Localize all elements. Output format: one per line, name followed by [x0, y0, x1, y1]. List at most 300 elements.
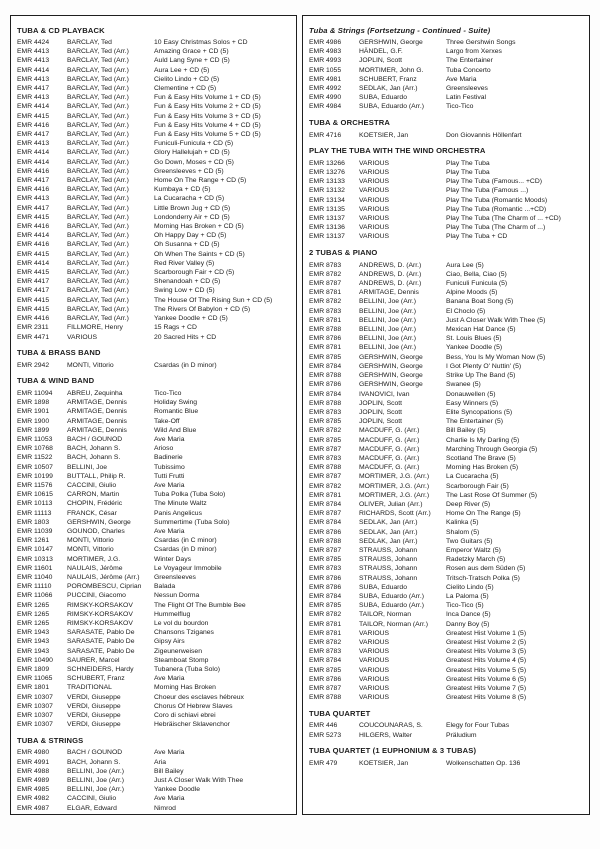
emr-number: EMR 11522	[17, 454, 53, 462]
catalog-row	[17, 305, 292, 314]
title: Greatest Hist Volume 1 (5)	[446, 629, 527, 637]
catalog-row	[309, 297, 585, 306]
composer: ABREU, Zequinha	[67, 389, 123, 397]
composer: RIMSKY-KORSAKOV	[67, 610, 133, 618]
emr-number: EMR 1803	[17, 518, 50, 526]
emr-number: EMR 4985	[17, 786, 50, 794]
title: Ave Maria	[154, 675, 185, 683]
title: Greatest Hits Volume 7 (5)	[446, 685, 527, 692]
composer: JOPLIN, Scott	[359, 418, 403, 426]
title: Ave Maria	[154, 435, 185, 443]
composer: VERDI, Giuseppe	[67, 702, 121, 710]
title: Ave Maria	[154, 749, 185, 757]
emr-number: EMR 446	[309, 722, 338, 730]
catalog-row	[309, 675, 585, 684]
title: 15 Rags + CD	[154, 324, 197, 332]
catalog-row	[309, 177, 585, 186]
title: Scotland The Brave (5)	[446, 454, 516, 462]
catalog-row	[309, 261, 585, 270]
title: Fun & Easy Hits Volume 5 + CD (5)	[154, 131, 261, 139]
composer: ANDREWS, D. (Arr.)	[359, 261, 422, 269]
emr-number: EMR 4413	[17, 75, 50, 83]
composer: BARCLAY, Ted (Arr.)	[67, 149, 129, 157]
composer: MORTIMER, J.G.	[67, 555, 121, 563]
composer: BARCLAY, Ted (Arr.)	[67, 186, 129, 194]
emr-number: EMR 4987	[17, 804, 50, 812]
catalog-row	[309, 693, 585, 702]
emr-number: EMR 1265	[17, 619, 50, 627]
emr-number: EMR 8783	[309, 454, 342, 462]
catalog-row	[17, 804, 292, 813]
title: Shenandoah + CD (5)	[154, 278, 221, 286]
catalog-row	[17, 213, 292, 222]
composer: MONTI, Vittorio	[67, 537, 114, 545]
title: Shalom (5)	[446, 528, 480, 536]
catalog-row	[309, 279, 585, 288]
composer: GERSHWIN, George	[67, 518, 131, 526]
emr-number: EMR 4415	[17, 112, 50, 120]
emr-number: EMR 8785	[309, 436, 342, 444]
emr-number: EMR 10615	[17, 491, 53, 499]
catalog-row	[17, 56, 292, 65]
catalog-row	[17, 711, 292, 720]
catalog-row	[309, 131, 585, 140]
emr-number: EMR 479	[309, 759, 338, 767]
composer: BACH / GOUNOD	[67, 435, 123, 443]
catalog-row	[309, 270, 585, 279]
catalog-row	[17, 130, 292, 139]
composer: VARIOUS	[359, 629, 390, 637]
emr-number: EMR 4417	[17, 278, 50, 286]
title: La Paloma (5)	[446, 592, 489, 600]
title: Summertime (Tuba Solo)	[154, 518, 230, 526]
composer: CACCINI, Giulio	[67, 481, 117, 489]
title: Le Voyageur Immobile	[154, 564, 222, 572]
catalog-row	[309, 721, 585, 730]
emr-number: EMR 4415	[17, 250, 50, 258]
composer: VARIOUS	[359, 205, 390, 213]
emr-number: EMR 8781	[309, 491, 342, 499]
catalog-row	[17, 112, 292, 121]
composer: VARIOUS	[359, 178, 390, 186]
emr-number: EMR 1900	[17, 417, 50, 425]
emr-number: EMR 8783	[309, 648, 342, 656]
catalog-row	[309, 316, 585, 325]
title: Funiculi-Funicula + CD (5)	[154, 140, 234, 148]
catalog-row	[309, 196, 585, 205]
title: Bill Bailey (5)	[446, 427, 486, 435]
catalog-row	[309, 66, 585, 75]
catalog-row	[309, 445, 585, 454]
emr-number: EMR 8783	[309, 565, 342, 573]
emr-number: EMR 2942	[17, 361, 50, 369]
title: Le vol du bourdon	[154, 619, 209, 627]
title: Winter Days	[154, 555, 192, 563]
composer: BELLINI, Joe (Arr.)	[359, 307, 417, 315]
composer: RICHARDS, Scott (Arr.)	[359, 510, 431, 518]
composer: TAILOR, Norman (Arr.)	[359, 620, 428, 628]
composer: OLIVER, Julian (Arr.)	[359, 500, 423, 508]
title: Bill Bailey	[154, 767, 184, 775]
emr-number: EMR 1055	[309, 66, 342, 74]
emr-number: EMR 8783	[309, 408, 342, 416]
catalog-row	[17, 693, 292, 702]
emr-number: EMR 8782	[309, 611, 342, 619]
composer: BARCLAY, Ted (Arr.)	[67, 75, 129, 83]
composer: POROMBESCU, Ciprian	[67, 583, 142, 591]
composer: BARCLAY, Ted (Arr.)	[67, 85, 129, 93]
composer: STRAUSS, Johann	[359, 574, 418, 582]
emr-number: EMR 1943	[17, 647, 50, 655]
emr-number: EMR 4415	[17, 213, 50, 221]
composer: FRANCK, César	[67, 509, 117, 517]
title: Elite Syncopations (5)	[446, 408, 513, 416]
catalog-row	[17, 286, 292, 295]
emr-number: EMR 1265	[17, 601, 50, 609]
title: Banana Boat Song (5)	[446, 298, 514, 306]
title: Play The Tuba	[446, 169, 490, 177]
catalog-row	[17, 610, 292, 619]
title: La Cucaracha (5)	[446, 473, 499, 481]
composer: BELLINI, Joe (Arr.)	[67, 777, 125, 785]
emr-number: EMR 1261	[17, 537, 50, 545]
section-header: TUBA QUARTET (1 EUPHONIUM & 3 TUBAS)	[309, 746, 477, 756]
emr-number: EMR 8787	[309, 546, 342, 554]
composer: MACDUFF, G. (Arr.)	[359, 454, 420, 462]
composer: VARIOUS	[359, 187, 390, 195]
composer: BARCLAY, Ted (Arr.)	[67, 94, 129, 102]
composer: MORTIMER, J.G. (Arr.)	[359, 482, 430, 490]
composer: SUBA, Eduardo (Arr.)	[359, 592, 424, 600]
composer: HILGERS, Walter	[359, 731, 413, 739]
emr-number: EMR 8782	[309, 482, 342, 490]
catalog-row	[17, 656, 292, 665]
emr-number: EMR 4413	[17, 195, 50, 203]
catalog-row	[309, 214, 585, 223]
title: Aura Lee (5)	[446, 261, 484, 269]
emr-number: EMR 4983	[309, 48, 342, 56]
composer: ARMITAGE, Dennis	[67, 417, 127, 425]
title: Go Down, Moses + CD (5)	[154, 158, 234, 166]
composer: VARIOUS	[359, 159, 390, 167]
composer: GERSHWIN, George	[359, 353, 423, 361]
emr-number: EMR 13134	[309, 196, 345, 204]
catalog-row	[17, 527, 292, 536]
title: Deep River (5)	[446, 500, 491, 508]
emr-number: EMR 4415	[17, 269, 50, 277]
emr-number: EMR 8784	[309, 390, 342, 398]
title: Play The Tuba (Romantic ...+CD)	[446, 205, 547, 213]
catalog-row	[17, 38, 292, 47]
title: Tubissimo	[154, 463, 185, 471]
composer: SARASATE, Pablo De	[67, 647, 135, 655]
section-header: TUBA & BRASS BAND	[17, 348, 101, 358]
title: Yankee Doodle + CD (5)	[154, 315, 228, 323]
composer: ELGAR, Edward	[67, 804, 117, 812]
title: Wolkenschatten Op. 136	[446, 759, 521, 767]
title: Tritsch-Tratsch Polka (5)	[446, 574, 520, 582]
catalog-row	[309, 223, 585, 232]
composer: KOETSIER, Jan	[359, 759, 409, 767]
title: Ciao, Bella, Ciao (5)	[446, 270, 507, 278]
composer: JOPLIN, Scott	[359, 57, 403, 65]
title: Kalinka (5)	[446, 519, 479, 527]
emr-number: EMR 8788	[309, 537, 342, 545]
catalog-row	[17, 481, 292, 490]
emr-number: EMR 1943	[17, 629, 50, 637]
emr-number: EMR 8783	[309, 261, 342, 269]
composer: BARCLAY, Ted (Arr.)	[67, 250, 129, 258]
title: Just A Closer Walk With Thee	[154, 777, 244, 785]
emr-number: EMR 4993	[309, 57, 342, 65]
emr-number: EMR 4417	[17, 85, 50, 93]
title: Cielito Lindo + CD (5)	[154, 75, 220, 83]
catalog-row	[309, 564, 585, 573]
composer: CACCINI, Giulio	[67, 795, 117, 803]
emr-number: EMR 8786	[309, 583, 342, 591]
title: Glory Hallelujah + CD (5)	[154, 149, 230, 157]
emr-number: EMR 4416	[17, 315, 50, 323]
title: Danny Boy (5)	[446, 620, 490, 628]
emr-number: EMR 10307	[17, 721, 53, 729]
title: Play The Tuba	[446, 159, 490, 167]
title: Greatest Hist Volume 2 (5)	[446, 638, 527, 646]
emr-number: EMR 4991	[17, 758, 50, 766]
title: Morning Has Broken (5)	[446, 464, 519, 472]
catalog-row	[17, 231, 292, 240]
title: Fun & Easy Hits Volume 4 + CD (5)	[154, 121, 261, 129]
composer: BELLINI, Joe (Arr.)	[359, 298, 417, 306]
composer: SCHUBERT, Franz	[67, 675, 125, 683]
title: The Rivers Of Babylon + CD (5)	[154, 305, 251, 313]
composer: BARCLAY, Ted (Arr.)	[67, 167, 129, 175]
composer: STRAUSS, Johann	[359, 565, 418, 573]
catalog-row	[17, 637, 292, 646]
title: Three Gershwin Songs	[446, 39, 516, 46]
title: Morning Has Broken + CD (5)	[154, 223, 244, 231]
title: Wild And Blue	[154, 426, 197, 434]
emr-number: EMR 11065	[17, 675, 53, 683]
composer: VARIOUS	[67, 333, 98, 341]
composer: TRADITIONAL	[67, 684, 112, 692]
composer: BELLINI, Joe (Arr.)	[359, 335, 417, 343]
title: Coro di schiavi ebrei	[154, 712, 216, 720]
emr-number: EMR 8785	[309, 556, 342, 564]
emr-number: EMR 1801	[17, 684, 50, 692]
composer: GERSHWIN, George	[359, 362, 423, 370]
emr-number: EMR 4416	[17, 121, 50, 129]
catalog-row	[309, 610, 585, 619]
composer: FILLMORE, Henry	[67, 324, 123, 332]
catalog-row	[17, 323, 292, 332]
catalog-row	[17, 314, 292, 323]
catalog-row	[17, 435, 292, 444]
composer: PUCCINI, Giacomo	[67, 592, 126, 600]
emr-number: EMR 8786	[309, 675, 342, 683]
catalog-row	[309, 56, 585, 65]
composer: BARCLAY, Ted (Arr.)	[67, 48, 129, 56]
emr-number: EMR 11040	[17, 573, 53, 581]
composer: BELLINI, Joe (Arr.)	[359, 326, 417, 334]
emr-number: EMR 4414	[17, 66, 50, 74]
title: Tico-Tico	[154, 389, 182, 397]
catalog-row	[17, 176, 292, 185]
composer: BARCLAY, Ted (Arr.)	[67, 296, 129, 304]
catalog-row	[17, 47, 292, 56]
catalog-row	[17, 601, 292, 610]
catalog-row	[17, 204, 292, 213]
emr-number: EMR 8783	[309, 307, 342, 315]
catalog-row	[309, 731, 585, 740]
title: Greatest Hits Volume 5 (5)	[446, 666, 527, 674]
catalog-row	[17, 785, 292, 794]
catalog-row	[309, 288, 585, 297]
catalog-row	[309, 647, 585, 656]
composer: BARCLAY, Ted (Arr.)	[67, 140, 129, 148]
emr-number: EMR 1898	[17, 399, 50, 407]
composer: SUBA, Eduardo	[359, 94, 407, 102]
catalog-row	[17, 518, 292, 527]
emr-number: EMR 8785	[309, 666, 342, 674]
composer: VARIOUS	[359, 638, 390, 646]
emr-number: EMR 8785	[309, 353, 342, 361]
catalog-row	[17, 194, 292, 203]
emr-number: EMR 8787	[309, 685, 342, 692]
emr-number: EMR 8784	[309, 519, 342, 527]
catalog-row	[309, 38, 585, 47]
catalog-row	[309, 528, 585, 537]
title: Marching Through Georgia (5)	[446, 445, 538, 453]
catalog-row	[17, 453, 292, 462]
title: The House Of The Rising Sun + CD (5)	[154, 296, 273, 304]
catalog-row	[309, 353, 585, 362]
composer: MORTIMER, John G.	[359, 66, 424, 74]
composer: BARCLAY, Ted (Arr.)	[67, 103, 129, 111]
emr-number: EMR 8788	[309, 694, 342, 702]
composer: SEDLAK, Jan (Arr.)	[359, 537, 418, 545]
catalog-row	[309, 408, 585, 417]
emr-number: EMR 11110	[17, 583, 52, 591]
catalog-row	[17, 277, 292, 286]
emr-number: EMR 11576	[17, 481, 53, 489]
composer: MACDUFF, G. (Arr.)	[359, 464, 420, 472]
title: Home On The Range (5)	[446, 510, 521, 518]
title: Elegy for Four Tubas	[446, 722, 510, 730]
title: Ave Maria	[154, 527, 185, 535]
catalog-row	[17, 767, 292, 776]
title: I Got Plenty O' Nuttin' (5)	[446, 362, 522, 370]
composer: BELLINI, Joe (Arr.)	[67, 767, 125, 775]
title: Chorus Of Hebrew Slaves	[154, 702, 233, 710]
composer: KOETSIER, Jan	[359, 131, 409, 139]
emr-number: EMR 4989	[17, 777, 50, 785]
emr-number: EMR 10307	[17, 693, 53, 701]
title: Aura Lee + CD (5)	[154, 66, 210, 74]
catalog-row	[17, 259, 292, 268]
title: Take-Off	[154, 417, 180, 425]
title: Tuba Concerto	[446, 66, 491, 74]
title: Donauwellen (5)	[446, 390, 496, 398]
title: 20 Sacred Hits + CD	[154, 333, 217, 341]
emr-number: EMR 8787	[309, 445, 342, 453]
catalog-row	[309, 463, 585, 472]
title: Greensleeves + CD (5)	[154, 167, 224, 175]
title: Csardas (in C minor)	[154, 537, 217, 545]
emr-number: EMR 4417	[17, 131, 50, 139]
emr-number: EMR 8784	[309, 362, 342, 370]
section-header: TUBA & STRINGS	[17, 735, 84, 745]
composer: VARIOUS	[359, 648, 390, 656]
emr-number: EMR 4414	[17, 259, 50, 267]
title: Csardas (in D minor)	[154, 361, 217, 369]
catalog-row	[309, 93, 585, 102]
catalog-row	[309, 759, 585, 768]
title: Steamboat Stomp	[154, 656, 209, 664]
emr-number: EMR 8781	[309, 344, 342, 352]
emr-number: EMR 10313	[17, 555, 53, 563]
catalog-row	[17, 84, 292, 93]
composer: BACH / GOUNOD	[67, 749, 123, 757]
title: Emperor Waltz (5)	[446, 546, 501, 554]
emr-number: EMR 11094	[17, 389, 53, 397]
emr-number: EMR 13276	[309, 169, 345, 177]
catalog-row	[17, 628, 292, 637]
composer: VERDI, Giuseppe	[67, 712, 121, 720]
catalog-row	[17, 463, 292, 472]
composer: ANDREWS, D. (Arr.)	[359, 270, 422, 278]
composer: BELLINI, Joe (Arr.)	[67, 786, 125, 794]
emr-number: EMR 13266	[309, 159, 345, 167]
title: Scarborough Fair (5)	[446, 482, 509, 490]
title: Oh When The Saints + CD (5)	[154, 250, 245, 258]
title: Greatest Hits Volume 8 (5)	[446, 694, 527, 702]
composer: VERDI, Giuseppe	[67, 721, 121, 729]
catalog-row	[17, 683, 292, 692]
title: Tubanera (Tuba Solo)	[154, 666, 220, 673]
catalog-row	[17, 490, 292, 499]
emr-number: EMR 8788	[309, 399, 342, 407]
emr-number: EMR 8782	[309, 427, 342, 435]
catalog-row	[309, 334, 585, 343]
composer: GERSHWIN, George	[359, 381, 423, 389]
emr-number: EMR 4982	[17, 795, 50, 803]
title: Csardas (in D minor)	[154, 546, 217, 554]
composer: SEDLAK, Jan (Arr.)	[359, 528, 418, 536]
title: The Minute Waltz	[154, 500, 207, 508]
emr-number: EMR 4415	[17, 296, 50, 304]
emr-number: EMR 4417	[17, 204, 50, 212]
composer: BUTTALL, Philip R.	[67, 472, 126, 480]
emr-number: EMR 8785	[309, 418, 342, 426]
catalog-column-left	[10, 15, 297, 815]
title: Hebräischer Sklavenchor	[154, 721, 230, 729]
composer: BARCLAY, Ted (Arr.)	[67, 131, 129, 139]
composer: BARCLAY, Ted	[67, 39, 112, 46]
composer: SCHNEIDERS, Hardy	[67, 666, 134, 673]
composer: SEDLAK, Jan (Arr.)	[359, 85, 418, 93]
catalog-column-right	[302, 15, 590, 815]
title: Mexican Hat Dance (5)	[446, 326, 516, 334]
emr-number: EMR 10307	[17, 702, 53, 710]
emr-number: EMR 11601	[17, 564, 53, 572]
catalog-row	[309, 555, 585, 564]
composer: ARMITAGE, Dennis	[359, 289, 419, 297]
title: Holiday Swing	[154, 399, 198, 407]
catalog-row	[309, 472, 585, 481]
emr-number: EMR 4417	[17, 177, 50, 185]
catalog-row	[17, 66, 292, 75]
composer: MORTIMER, J.G. (Arr.)	[359, 491, 430, 499]
